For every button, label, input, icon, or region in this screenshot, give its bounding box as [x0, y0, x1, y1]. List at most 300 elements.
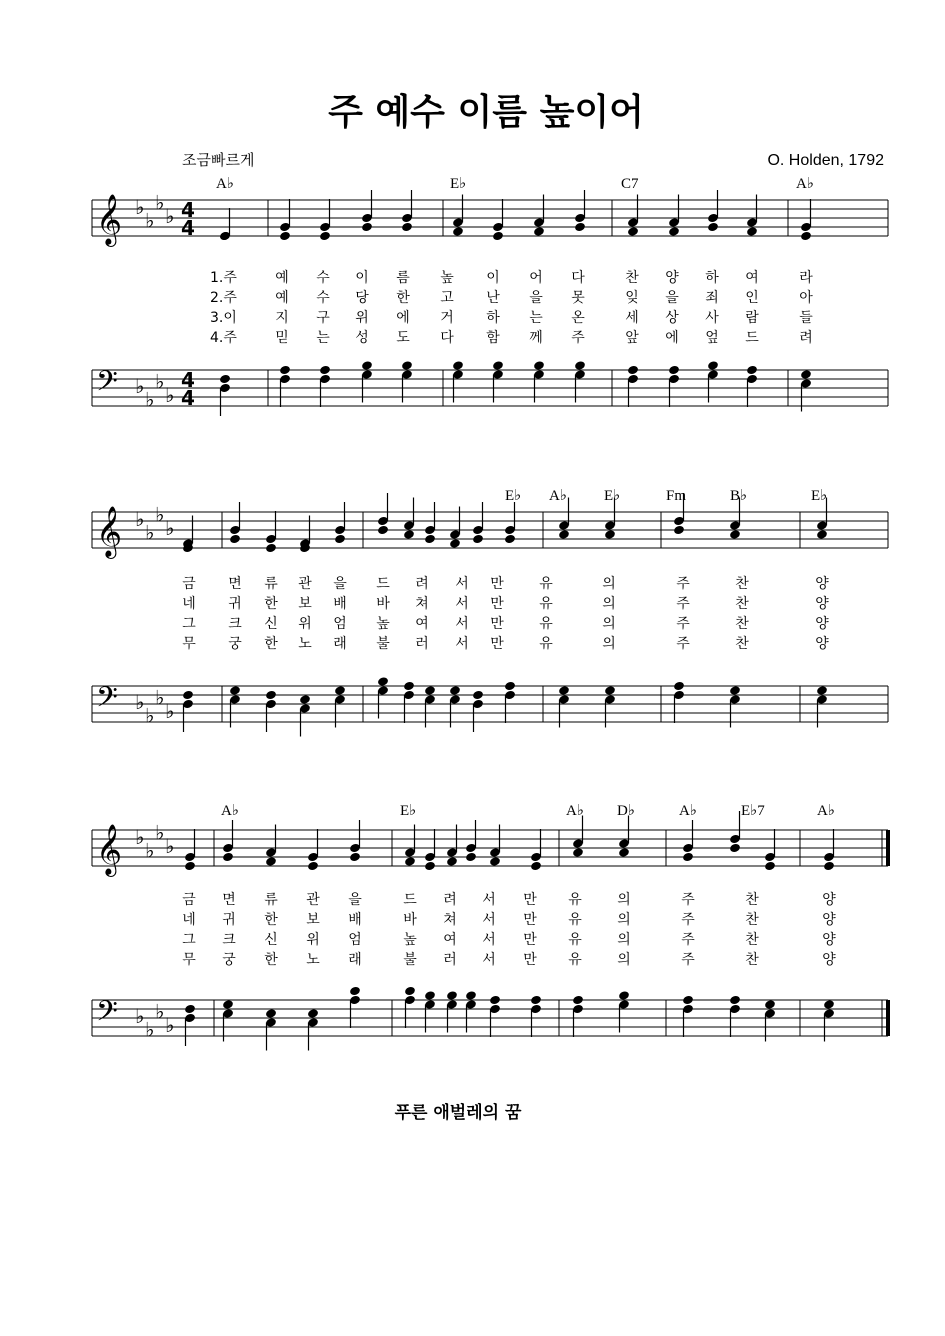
lyric-syllable: 노 — [298, 636, 312, 652]
chord-symbol: A♭ — [817, 803, 835, 819]
lyric-syllable: 양 — [665, 270, 679, 286]
lyric-syllable: 찬 — [735, 636, 749, 652]
lyric-syllable: 예 — [275, 270, 289, 286]
key-flat-icon: ♭ — [145, 838, 155, 863]
lyric-syllable: 려 — [443, 892, 457, 908]
notehead — [334, 534, 346, 545]
notehead — [449, 538, 461, 549]
notehead — [572, 847, 584, 858]
lyric-syllable: 수 — [316, 290, 330, 306]
lyric-syllable: 신 — [264, 616, 278, 632]
lyric-syllable: 잊 — [625, 290, 639, 306]
key-flat-icon: ♭ — [155, 999, 165, 1024]
lyric-syllable: 3.이 — [210, 310, 237, 326]
lyric-syllable: 을 — [529, 290, 543, 306]
system-2 — [92, 488, 888, 737]
lyric-syllable: 서 — [482, 952, 496, 968]
notehead — [377, 525, 389, 536]
lyric-syllable: 바 — [376, 596, 390, 612]
lyric-syllable: 유 — [539, 596, 553, 612]
notehead — [682, 995, 694, 1006]
notehead — [746, 365, 758, 376]
lyric-syllable: 려 — [415, 576, 429, 592]
lyric-syllable: 유 — [568, 912, 582, 928]
notehead — [618, 990, 630, 1001]
lyric-syllable: 유 — [568, 932, 582, 948]
key-flat-icon: ♭ — [135, 374, 145, 398]
notehead — [816, 685, 828, 696]
lyric-syllable: 그 — [182, 616, 196, 632]
lyric-syllable: 을 — [333, 576, 347, 592]
lyric-syllable: 주 — [676, 596, 690, 612]
chord-row-2 — [505, 488, 827, 504]
lyric-syllable: 엄 — [348, 932, 362, 948]
notehead — [574, 360, 586, 371]
lyric-syllable: 의 — [602, 576, 616, 592]
lyric-syllable: 만 — [523, 912, 537, 928]
lyric-syllable: 하 — [705, 270, 719, 286]
key-flat-icon: ♭ — [145, 520, 155, 545]
lyric-syllable: 양 — [822, 932, 836, 948]
notehead — [492, 360, 504, 371]
key-flat-icon: ♭ — [165, 204, 175, 228]
lyric-syllable: 주 — [681, 952, 695, 968]
notehead — [800, 231, 812, 242]
lyric-syllable: 의 — [617, 892, 631, 908]
lyric-syllable: 관 — [298, 576, 312, 592]
lyric-syllable: 서 — [455, 596, 469, 612]
chord-symbol: E♭ — [450, 176, 467, 192]
treble-clef-icon: 𝄞 — [96, 506, 123, 557]
notehead — [404, 986, 416, 997]
lyric-syllable: 높 — [440, 270, 454, 286]
notehead — [452, 226, 464, 237]
notehead — [504, 681, 516, 692]
lyric-syllable: 주 — [681, 932, 695, 948]
lyric-syllable: 수 — [316, 270, 330, 286]
lyric-syllable: 만 — [523, 892, 537, 908]
notehead — [572, 995, 584, 1006]
lyric-syllable: 예 — [275, 290, 289, 306]
notehead — [707, 222, 719, 233]
lyric-syllable: 당 — [355, 290, 369, 306]
bass-clef-icon: 𝄢 — [96, 681, 118, 721]
notehead — [449, 685, 461, 696]
notehead — [279, 231, 291, 242]
lyric-syllable: 다 — [440, 330, 454, 346]
lyric-syllable: 만 — [523, 952, 537, 968]
notehead — [574, 222, 586, 233]
lyric-syllable: 온 — [571, 310, 585, 326]
lyric-syllable: 양 — [815, 596, 829, 612]
chord-symbol: E♭7 — [741, 803, 765, 819]
key-flat-icon: ♭ — [155, 369, 165, 394]
lyric-syllable: 드 — [403, 892, 417, 908]
notehead — [403, 529, 415, 540]
lyric-syllable: 지 — [275, 310, 289, 326]
lyric-syllable: 서 — [455, 616, 469, 632]
notehead — [182, 690, 194, 701]
notehead — [377, 676, 389, 687]
notehead — [530, 995, 542, 1006]
notehead — [627, 226, 639, 237]
lyric-syllable: 사 — [705, 310, 719, 326]
notehead — [729, 843, 741, 854]
notehead — [452, 360, 464, 371]
notehead — [361, 360, 373, 371]
lyric-syllable: 금 — [182, 576, 196, 592]
lyric-syllable: 에 — [396, 310, 410, 326]
lyric-syllable: 쳐 — [443, 912, 457, 928]
key-flat-icon: ♭ — [155, 502, 165, 527]
chord-symbol: E♭ — [400, 803, 417, 819]
lyric-syllable: 불 — [403, 952, 417, 968]
lyric-syllable: 귀 — [222, 912, 236, 928]
lyric-syllable: 한 — [264, 912, 278, 928]
lyric-syllable: 앞 — [625, 330, 639, 346]
lyric-syllable: 네 — [182, 912, 196, 928]
lyric-syllable: 을 — [665, 290, 679, 306]
lyric-syllable: 죄 — [705, 290, 719, 306]
lyric-syllable: 께 — [529, 330, 543, 346]
lyric-syllable: 어 — [529, 270, 543, 286]
key-flat-icon: ♭ — [155, 190, 165, 215]
lyric-syllable: 의 — [617, 932, 631, 948]
lyric-syllable: 위 — [298, 616, 312, 632]
lyric-syllable: 을 — [348, 892, 362, 908]
notehead — [627, 365, 639, 376]
notehead — [424, 990, 436, 1001]
bass-staff-1 — [92, 360, 888, 416]
key-flat-icon: ♭ — [135, 507, 145, 531]
lyric-syllable: 람 — [745, 310, 759, 326]
chord-symbol: A♭ — [796, 176, 814, 192]
chord-symbol: B♭ — [730, 488, 748, 504]
chord-symbol: A♭ — [216, 176, 234, 192]
lyric-syllable: 성 — [355, 330, 369, 346]
lyric-syllable: 높 — [403, 932, 417, 948]
lyric-syllable: 유 — [568, 892, 582, 908]
notehead — [265, 543, 277, 554]
lyric-syllable: 주 — [681, 912, 695, 928]
chord-symbol: Fm — [666, 488, 687, 504]
notehead — [446, 856, 458, 867]
lyric-syllable: 네 — [182, 596, 196, 612]
lyric-syllable: 보 — [306, 912, 320, 928]
lyric-syllable: 유 — [539, 616, 553, 632]
lyric-syllable: 무 — [182, 952, 196, 968]
key-flat-icon: ♭ — [165, 834, 175, 858]
lyric-syllable: 인 — [745, 290, 759, 306]
lyric-syllable: 서 — [482, 892, 496, 908]
lyric-syllable: 양 — [822, 892, 836, 908]
bass-clef-icon: 𝄢 — [96, 365, 118, 405]
lyric-syllable: 드 — [745, 330, 759, 346]
key-flat-icon: ♭ — [155, 820, 165, 845]
lyric-syllable: 배 — [348, 912, 362, 928]
lyric-syllable: 다 — [571, 270, 585, 286]
lyric-syllable: 크 — [228, 616, 242, 632]
time-signature-denominator: 4 — [181, 216, 195, 240]
notehead — [729, 685, 741, 696]
notehead — [319, 231, 331, 242]
treble-clef-icon: 𝄞 — [96, 194, 123, 245]
lyric-syllable: 유 — [568, 952, 582, 968]
lyric-syllable: 한 — [264, 596, 278, 612]
notehead — [219, 374, 231, 385]
notehead — [472, 534, 484, 545]
lyric-syllable: 위 — [306, 932, 320, 948]
lyric-syllable: 찬 — [745, 892, 759, 908]
lyric-syllable: 주 — [571, 330, 585, 346]
lyric-syllable: 고 — [440, 290, 454, 306]
chord-symbol: C7 — [621, 176, 639, 192]
lyric-syllable: 귀 — [228, 596, 242, 612]
key-flat-icon: ♭ — [165, 699, 175, 723]
lyric-syllable: 양 — [822, 912, 836, 928]
chord-row-3 — [221, 803, 835, 819]
bass-clef-icon: 𝄢 — [96, 995, 118, 1035]
notehead — [682, 852, 694, 863]
notehead — [229, 685, 241, 696]
notehead — [530, 861, 542, 872]
chord-symbol: A♭ — [549, 488, 567, 504]
notehead — [401, 360, 413, 371]
key-flat-icon: ♭ — [135, 690, 145, 714]
lyric-syllable: 만 — [490, 636, 504, 652]
notehead — [222, 999, 234, 1010]
bass-staff-2 — [92, 676, 888, 736]
lyric-syllable: 서 — [455, 636, 469, 652]
key-flat-icon: ♭ — [135, 195, 145, 219]
notehead — [673, 525, 685, 536]
composer-credit: O. Holden, 1792 — [767, 152, 884, 169]
notehead — [816, 529, 828, 540]
key-flat-icon: ♭ — [135, 825, 145, 849]
lyric-syllable: 궁 — [222, 952, 236, 968]
lyric-syllable: 찬 — [745, 912, 759, 928]
notehead — [558, 529, 570, 540]
system-3 — [92, 803, 888, 1051]
lyric-syllable: 만 — [523, 932, 537, 948]
lyric-syllable: 드 — [376, 576, 390, 592]
key-flat-icon: ♭ — [145, 387, 155, 412]
notehead — [424, 534, 436, 545]
lyric-syllable: 한 — [264, 636, 278, 652]
lyric-syllable: 상 — [665, 310, 679, 326]
notehead — [184, 861, 196, 872]
key-flat-icon: ♭ — [145, 208, 155, 233]
key-flat-icon: ♭ — [165, 383, 175, 407]
lyric-syllable: 쳐 — [415, 596, 429, 612]
notehead — [307, 861, 319, 872]
notehead — [184, 1004, 196, 1015]
chord-symbol: E♭ — [811, 488, 828, 504]
lyric-syllable: 1.주 — [210, 270, 237, 286]
lyric-syllable: 궁 — [228, 636, 242, 652]
lyric-syllable: 보 — [298, 596, 312, 612]
notehead — [558, 685, 570, 696]
time-signature-numerator: 4 — [181, 198, 195, 222]
lyric-syllable: 바 — [403, 912, 417, 928]
chord-row-1 — [216, 176, 814, 192]
chord-symbol: A♭ — [221, 803, 239, 819]
lyric-syllable: 에 — [665, 330, 679, 346]
key-flat-icon: ♭ — [135, 1004, 145, 1028]
lyric-syllable: 양 — [822, 952, 836, 968]
lyric-syllable: 한 — [396, 290, 410, 306]
lyric-syllable: 양 — [815, 636, 829, 652]
notehead — [401, 222, 413, 233]
lyric-syllable: 의 — [602, 596, 616, 612]
lyric-syllable: 찬 — [735, 616, 749, 632]
notehead — [424, 685, 436, 696]
notehead — [349, 986, 361, 997]
lyric-syllable: 여 — [443, 932, 457, 948]
key-flat-icon: ♭ — [165, 516, 175, 540]
lyric-syllable: 찬 — [735, 576, 749, 592]
lyric-syllable: 주 — [676, 576, 690, 592]
chord-symbol: A♭ — [566, 803, 584, 819]
notehead — [489, 856, 501, 867]
lyric-syllable: 는 — [529, 310, 543, 326]
lyric-syllable: 이 — [355, 270, 369, 286]
lyric-syllable: 엄 — [333, 616, 347, 632]
notehead — [533, 226, 545, 237]
notehead — [729, 529, 741, 540]
lyric-syllable: 주 — [676, 616, 690, 632]
lyric-syllable: 의 — [602, 616, 616, 632]
lyrics-block-1 — [210, 269, 813, 346]
notehead — [265, 1008, 277, 1019]
lyric-syllable: 배 — [333, 596, 347, 612]
notehead — [465, 852, 477, 863]
key-flat-icon: ♭ — [165, 1013, 175, 1037]
song-title: 주 예수 이름 높이어 — [328, 92, 644, 133]
notehead — [403, 681, 415, 692]
notehead — [746, 226, 758, 237]
notehead — [446, 990, 458, 1001]
notehead — [707, 360, 719, 371]
notehead — [349, 852, 361, 863]
notehead — [265, 856, 277, 867]
lyric-syllable: 면 — [228, 576, 242, 592]
lyric-syllable: 만 — [490, 596, 504, 612]
notehead — [823, 999, 835, 1010]
lyrics-block-2 — [182, 575, 829, 652]
lyric-syllable: 난 — [486, 290, 500, 306]
lyric-syllable: 그 — [182, 932, 196, 948]
notehead — [668, 365, 680, 376]
lyric-syllable: 서 — [455, 576, 469, 592]
lyric-syllable: 못 — [571, 290, 585, 306]
system-1 — [92, 176, 888, 416]
lyric-syllable: 2.주 — [210, 290, 237, 306]
chord-symbol: E♭ — [604, 488, 621, 504]
notehead — [533, 360, 545, 371]
treble-staff-3 — [92, 811, 888, 877]
treble-staff-2 — [92, 493, 888, 559]
chord-symbol: E♭ — [505, 488, 522, 504]
notehead — [492, 231, 504, 242]
lyric-syllable: 관 — [306, 892, 320, 908]
lyric-syllable: 찬 — [745, 932, 759, 948]
lyric-syllable: 아 — [799, 290, 813, 306]
notehead — [504, 534, 516, 545]
lyric-syllable: 서 — [482, 912, 496, 928]
lyric-syllable: 찬 — [625, 270, 639, 286]
lyric-syllable: 려 — [799, 330, 813, 346]
notehead — [472, 690, 484, 701]
lyric-syllable: 러 — [443, 952, 457, 968]
notehead — [334, 685, 346, 696]
notehead — [729, 995, 741, 1006]
lyric-syllable: 주 — [676, 636, 690, 652]
lyric-syllable: 함 — [486, 330, 500, 346]
notehead — [604, 685, 616, 696]
notehead — [229, 534, 241, 545]
footer-credit: 푸른 애벌레의 꿈 — [394, 1103, 522, 1123]
notehead — [222, 852, 234, 863]
time-signature-denominator: 4 — [181, 386, 195, 410]
lyric-syllable: 여 — [745, 270, 759, 286]
lyric-syllable: 유 — [539, 636, 553, 652]
tempo-marking: 조금빠르게 — [182, 151, 255, 169]
notehead — [424, 861, 436, 872]
notehead — [404, 856, 416, 867]
key-flat-icon: ♭ — [155, 685, 165, 710]
notehead — [307, 1008, 319, 1019]
notehead — [823, 861, 835, 872]
notehead — [668, 226, 680, 237]
bass-staff-3 — [92, 986, 888, 1051]
notehead — [299, 694, 311, 705]
time-signature-numerator: 4 — [181, 368, 195, 392]
lyric-syllable: 이 — [486, 270, 500, 286]
lyric-syllable: 불 — [376, 636, 390, 652]
lyric-syllable: 4.주 — [210, 330, 237, 346]
notehead — [319, 365, 331, 376]
lyric-syllable: 찬 — [745, 952, 759, 968]
lyric-syllable: 름 — [396, 270, 410, 286]
lyric-syllable: 유 — [539, 576, 553, 592]
notehead — [279, 365, 291, 376]
notehead — [265, 690, 277, 701]
treble-staff-1 — [92, 190, 888, 247]
lyric-syllable: 높 — [376, 616, 390, 632]
notehead — [361, 222, 373, 233]
lyric-syllable: 크 — [222, 932, 236, 948]
lyrics-block-3 — [182, 891, 836, 968]
lyric-syllable: 라 — [799, 270, 813, 286]
notehead — [800, 369, 812, 380]
lyric-syllable: 만 — [490, 576, 504, 592]
lyric-syllable: 금 — [182, 892, 196, 908]
notehead — [673, 681, 685, 692]
lyric-syllable: 무 — [182, 636, 196, 652]
treble-clef-icon: 𝄞 — [96, 824, 123, 875]
chord-symbol: D♭ — [617, 803, 635, 819]
lyric-syllable: 세 — [625, 310, 639, 326]
lyric-syllable: 위 — [355, 310, 369, 326]
notehead — [764, 999, 776, 1010]
lyric-syllable: 노 — [306, 952, 320, 968]
lyric-syllable: 신 — [264, 932, 278, 948]
notehead — [465, 990, 477, 1001]
lyric-syllable: 거 — [440, 310, 454, 326]
lyric-syllable: 들 — [799, 310, 813, 326]
lyric-syllable: 류 — [264, 892, 278, 908]
